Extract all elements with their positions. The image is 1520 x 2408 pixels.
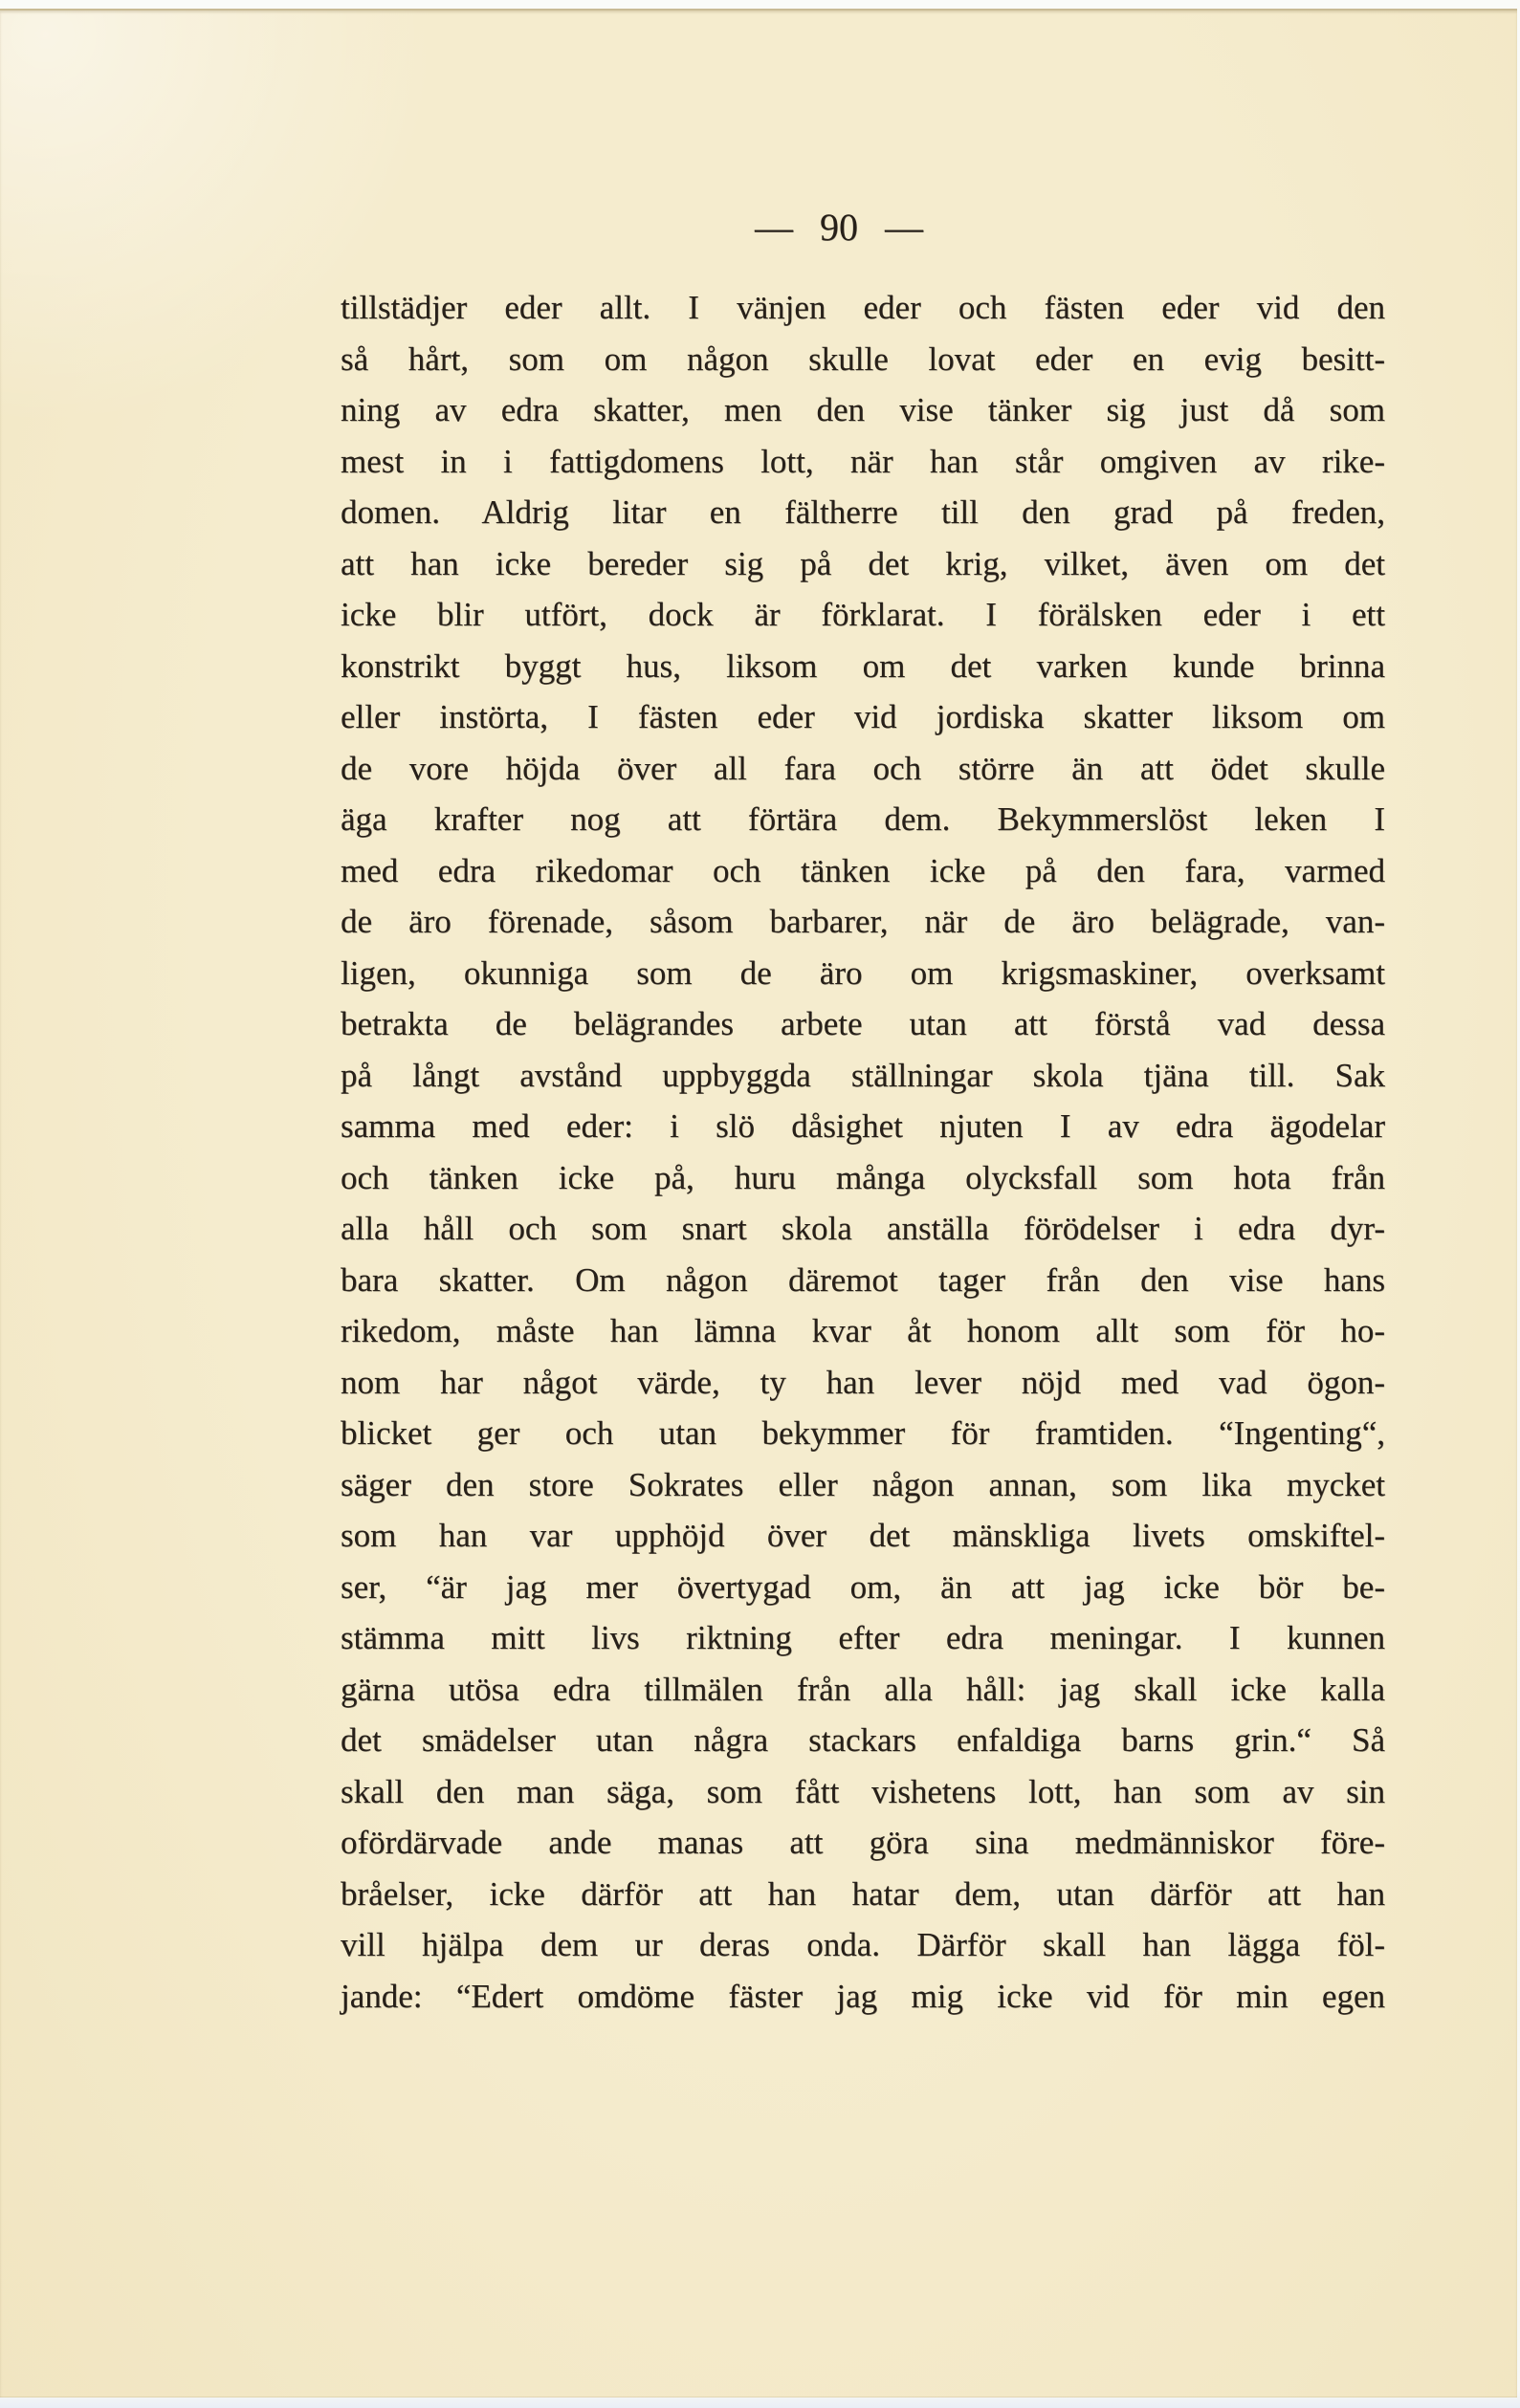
page-number: — 90 —	[755, 206, 923, 249]
text-line: det smädelser utan några stackars enfaldiga barns grin.“ Så	[341, 1721, 1385, 1759]
text-line: betrakta de belägrandes arbete utan att förstå vad dessa	[341, 1005, 1385, 1042]
text-line: att han icke bereder sig på det krig, vilket, även om det	[341, 544, 1385, 582]
text-line: alla håll och som snart skola anställa förödelser i edra dyr-	[341, 1210, 1385, 1247]
text-line: ligen, okunniga som de äro om krigsmaskiner, overksamt	[341, 953, 1385, 992]
text-line: eller instörta, I fästen eder vid jordiska skatter liksom om	[341, 698, 1385, 735]
text-line: gärna utösa edra tillmälen från alla håll: jag skall icke kalla	[341, 1670, 1385, 1708]
text-line: rikedom, måste han lämna kvar åt honom allt som för ho-	[341, 1312, 1385, 1349]
text-line: bråelser, icke därför att han hatar dem, utan därför att han	[341, 1874, 1385, 1913]
text-line: konstrikt byggt hus, liksom om det varken kunde brinna	[341, 646, 1385, 685]
text-line: på långt avstånd uppbyggda ställningar skola tjäna till. Sak	[341, 1056, 1385, 1094]
text-line: vill hjälpa dem ur deras onda. Därför skall han lägga föl-	[341, 1926, 1385, 1963]
text-line: de äro förenade, såsom barbarer, när de äro belägrade, van-	[341, 903, 1385, 940]
text-line: de vore höjda över all fara och större än att ödet skulle	[341, 749, 1385, 787]
text-line: domen. Aldrig litar en fältherre till den grad på freden,	[341, 493, 1385, 531]
text-line: bara skatter. Om någon däremot tager från den vise hans	[341, 1260, 1385, 1299]
text-line: tillstädjer eder allt. I vänjen eder och fästen eder vid den	[341, 289, 1385, 326]
text-line: nom har något värde, ty han lever nöjd med vad ögon-	[341, 1363, 1385, 1401]
text-line: äga krafter nog att förtära dem. Bekymmerslöst leken I	[341, 800, 1385, 838]
text-line: säger den store Sokrates eller någon annan, som lika mycket	[341, 1465, 1385, 1503]
text-line: mest in i fattigdomens lott, när han står omgiven av rike-	[341, 442, 1385, 480]
text-line: blicket ger och utan bekymmer för framtiden. “Ingenting“,	[341, 1414, 1385, 1452]
text-line: icke blir utfört, dock är förklarat. I förälsken eder i ett	[341, 596, 1385, 633]
scanned-book-page	[0, 9, 1517, 2397]
body-text	[341, 282, 1385, 2022]
text-line: som han var upphöjd över det mänskliga livets omskiftel-	[341, 1517, 1385, 1554]
text-line: skall den man säga, som fått vishetens lott, han som av sin	[341, 1772, 1385, 1810]
text-line: så hårt, som om någon skulle lovat eder en evig besitt-	[341, 339, 1385, 378]
text-line: ning av edra skatter, men den vise tänker sig just då som	[341, 391, 1385, 428]
text-line: stämma mitt livs riktning efter edra meningar. I kunnen	[341, 1619, 1385, 1656]
text-line: med edra rikedomar och tänken icke på den fara, varmed	[341, 851, 1385, 889]
text-line: ser, “är jag mer övertygad om, än att jag icke bör be-	[341, 1567, 1385, 1606]
text-line: och tänken icke på, huru många olycksfall som hota från	[341, 1158, 1385, 1196]
text-line: jande: “Edert omdöme fäster jag mig icke vid för min egen	[341, 1977, 1385, 2015]
text-line: samma med eder: i slö dåsighet njuten I av edra ägodelar	[341, 1107, 1385, 1145]
text-line: ofördärvade ande manas att göra sina medmänniskor före-	[341, 1824, 1385, 1861]
